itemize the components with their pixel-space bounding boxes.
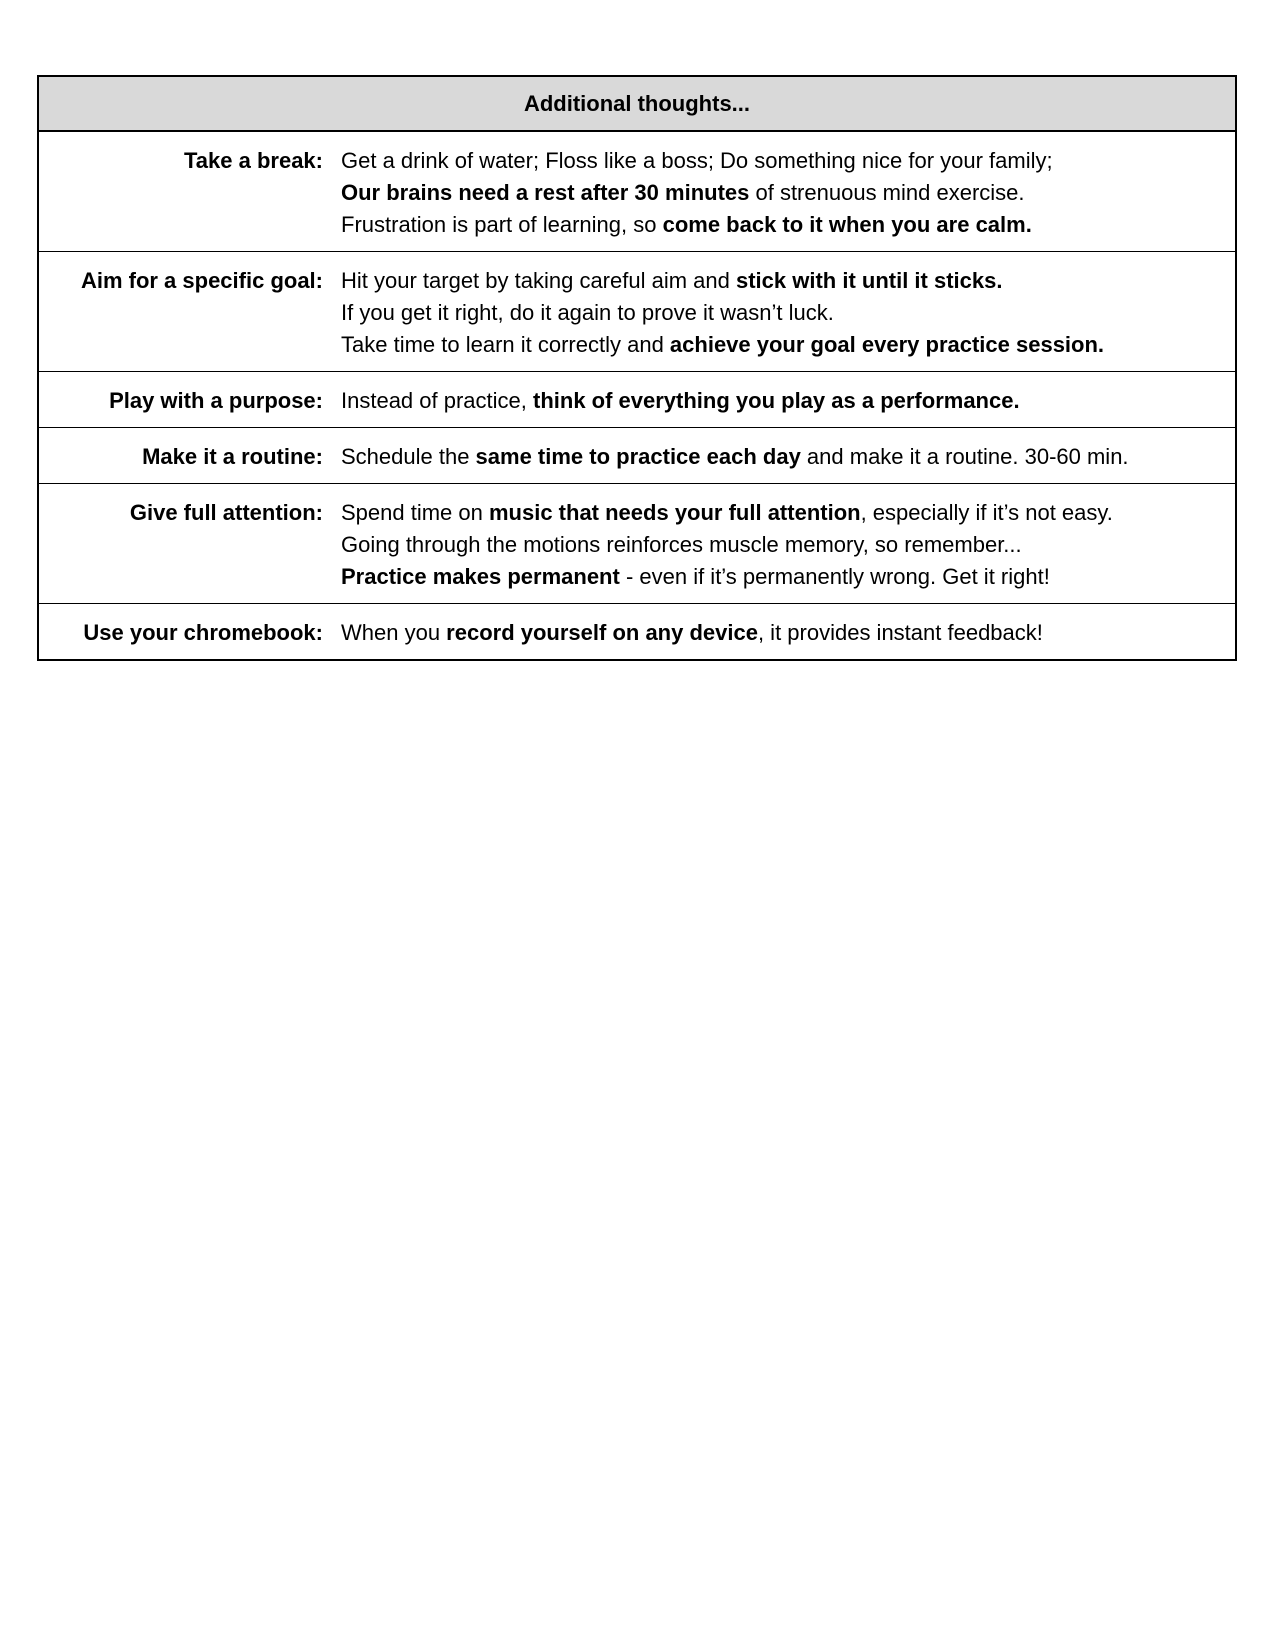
body-text: Frustration is part of learning, so	[341, 212, 663, 237]
row-content	[341, 484, 1236, 604]
content-line	[341, 441, 1225, 473]
body-text: Take time to learn it correctly and	[341, 332, 670, 357]
body-text: and make it a routine. 30-60 min.	[800, 444, 1129, 469]
table-header-row	[38, 76, 1236, 131]
content-line	[341, 209, 1225, 241]
body-text: Get a drink of water; Floss like a boss; Do something nice for your family;	[341, 148, 1053, 173]
row-label: Take a break:	[38, 131, 341, 252]
row-content	[341, 252, 1236, 372]
body-text: Going through the motions reinforces muscle memory, so remember...	[341, 532, 1022, 557]
body-text: Hit your target by taking careful aim and	[341, 268, 736, 293]
content-line	[341, 145, 1225, 177]
row-label: Aim for a specific goal:	[38, 252, 341, 372]
emphasized-text: Our brains need a rest after 30 minutes	[341, 180, 750, 205]
content-line	[341, 265, 1225, 297]
emphasized-text: stick with it until it sticks.	[735, 268, 1003, 293]
body-text: , especially if it’s not easy.	[860, 500, 1113, 525]
row-label: Use your chromebook:	[38, 604, 341, 661]
body-text: of strenuous mind exercise.	[749, 180, 1025, 205]
row-content	[341, 131, 1236, 252]
body-text: Instead of practice,	[341, 388, 533, 413]
table-row	[38, 428, 1236, 484]
content-line	[341, 497, 1225, 529]
table-body	[38, 131, 1236, 660]
content-line	[341, 329, 1225, 361]
content-line	[341, 617, 1225, 649]
row-content	[341, 428, 1236, 484]
row-label: Give full attention:	[38, 484, 341, 604]
table-row	[38, 604, 1236, 661]
body-text: , it provides instant feedback!	[757, 620, 1043, 645]
emphasized-text: think of everything you play as a performance.	[533, 388, 1020, 413]
emphasized-text: achieve your goal every practice session.	[669, 332, 1105, 357]
row-label: Make it a routine:	[38, 428, 341, 484]
table-row	[38, 252, 1236, 372]
content-line	[341, 561, 1225, 593]
table-title: Additional thoughts...	[38, 76, 1236, 131]
content-line	[341, 297, 1225, 329]
table-row	[38, 372, 1236, 428]
emphasized-text: record yourself on any device	[446, 620, 758, 645]
row-label: Play with a purpose:	[38, 372, 341, 428]
body-text: When you	[341, 620, 447, 645]
table-row	[38, 484, 1236, 604]
emphasized-text: come back to it when you are calm.	[662, 212, 1032, 237]
table-row	[38, 131, 1236, 252]
additional-thoughts-table	[37, 75, 1237, 661]
content-line	[341, 177, 1225, 209]
content-line	[341, 529, 1225, 561]
emphasized-text: same time to practice each day	[475, 444, 801, 469]
row-content	[341, 604, 1236, 661]
emphasized-text: Practice makes permanent	[341, 564, 620, 589]
row-content	[341, 372, 1236, 428]
body-text: If you get it right, do it again to prove it wasn’t luck.	[341, 300, 834, 325]
body-text: - even if it’s permanently wrong. Get it right!	[619, 564, 1050, 589]
body-text: Schedule the	[341, 444, 476, 469]
body-text: Spend time on	[341, 500, 489, 525]
emphasized-text: music that needs your full attention	[488, 500, 861, 525]
content-line	[341, 385, 1225, 417]
